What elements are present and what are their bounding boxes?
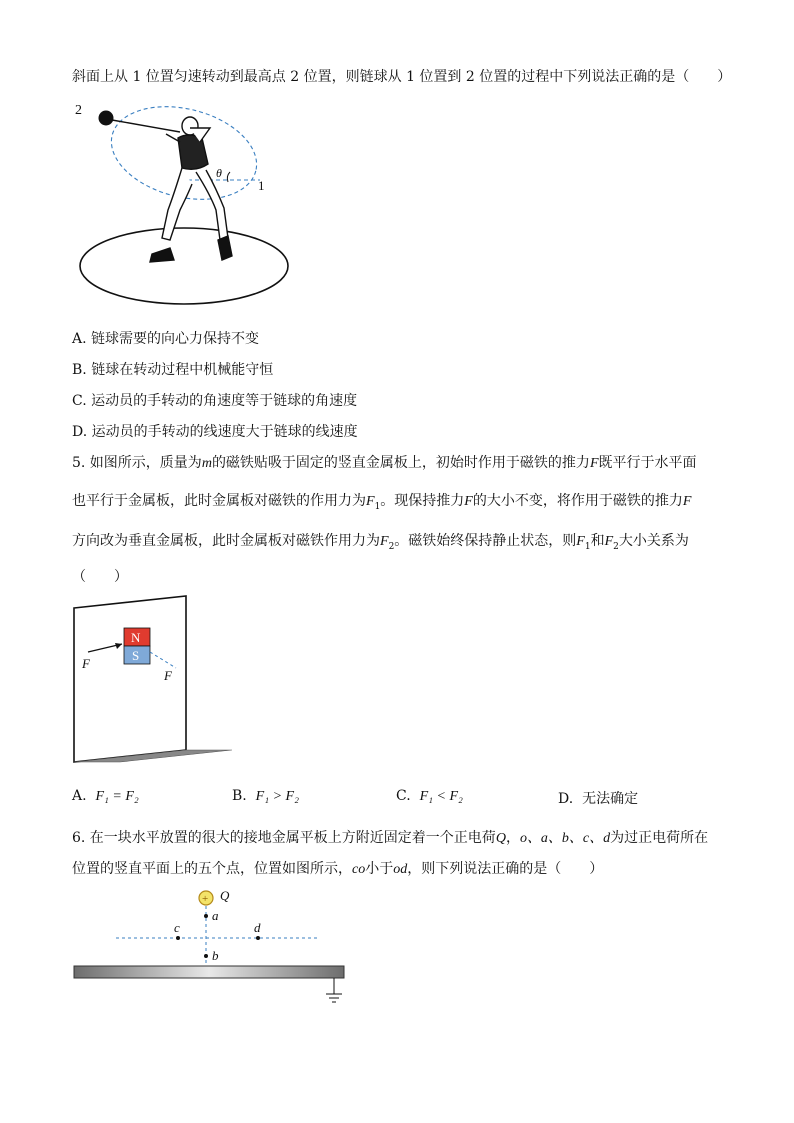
q4-option-a: A. 链球需要的向心力保持不变 <box>72 331 260 347</box>
q5-stem-line3: 方向改为垂直金属板，此时金属板对磁铁作用力为$F_2$。磁铁始终保持静止状态，则$F_1$和$F_2$大小关系为 <box>72 533 689 552</box>
label-theta: θ <box>216 166 222 180</box>
label-b: b <box>212 948 219 963</box>
q5-stem-line4: （ ） <box>72 569 128 585</box>
q4-stem-line: 斜面上从 1 位置匀速转动到最高点 2 位置，则链球从 1 位置到 2 位置的过程中下列说法正确的是（ ） <box>72 69 732 85</box>
magnet-plate-figure <box>70 594 240 769</box>
hammer-ball <box>99 111 114 126</box>
charge-label-Q: Q <box>220 888 230 903</box>
point-a <box>204 914 208 918</box>
magnet-south-label: S <box>132 648 140 663</box>
point-d <box>256 936 260 940</box>
q5-option-c: C. F₁ < F₂ <box>396 788 463 804</box>
label-c: c <box>174 920 180 935</box>
charge-plate-figure <box>70 884 360 1009</box>
hammer-wire <box>112 120 180 132</box>
q5-stem-line1: 5. 如图所示，质量为m的磁铁贴吸于固定的竖直金属板上，初始时作用于磁铁的推力F既平行于水平面 <box>72 455 697 471</box>
q6-stem-line1: 6. 在一块水平放置的很大的接地金属平板上方附近固定着一个正电荷Q，o、a、b、c、d为过正电荷所在 <box>72 830 709 846</box>
point-b <box>204 954 208 958</box>
q5-option-d: D. 无法确定 <box>558 791 639 807</box>
label-a: a <box>212 908 219 923</box>
q4-option-b: B. 链球在转动过程中机械能守恒 <box>72 362 274 378</box>
q5-option-b: B. F₁ > F₂ <box>232 788 299 804</box>
grounded-metal-plate <box>74 966 344 978</box>
force-label-left: F <box>82 656 90 671</box>
hammer-throw-figure <box>70 98 300 308</box>
label-d: d <box>254 920 261 935</box>
label-position-2: 2 <box>75 103 82 118</box>
ground-icon <box>326 994 342 1002</box>
magnet-north-label: N <box>131 630 141 645</box>
angle-arc <box>227 172 230 182</box>
throw-circle <box>80 228 288 304</box>
q4-option-d: D. 运动员的手转动的线速度大于链球的线速度 <box>72 424 358 440</box>
q5-option-a: A. F₁ = F₂ <box>72 788 139 804</box>
athlete <box>150 117 232 262</box>
q5-stem-line2: 也平行于金属板，此时金属板对磁铁的作用力为$F_1$。现保持推力F的大小不变，将作用于磁铁的推力F <box>72 493 692 512</box>
charge-plus-sign: + <box>202 893 209 905</box>
force-label-right: F <box>164 668 172 683</box>
point-c <box>176 936 180 940</box>
q6-stem-line2: 位置的竖直平面上的五个点，位置如图所示，co小于od，则下列说法正确的是（ ） <box>72 861 604 877</box>
q4-option-c: C. 运动员的手转动的角速度等于链球的角速度 <box>72 393 358 409</box>
label-position-1: 1 <box>258 178 265 193</box>
